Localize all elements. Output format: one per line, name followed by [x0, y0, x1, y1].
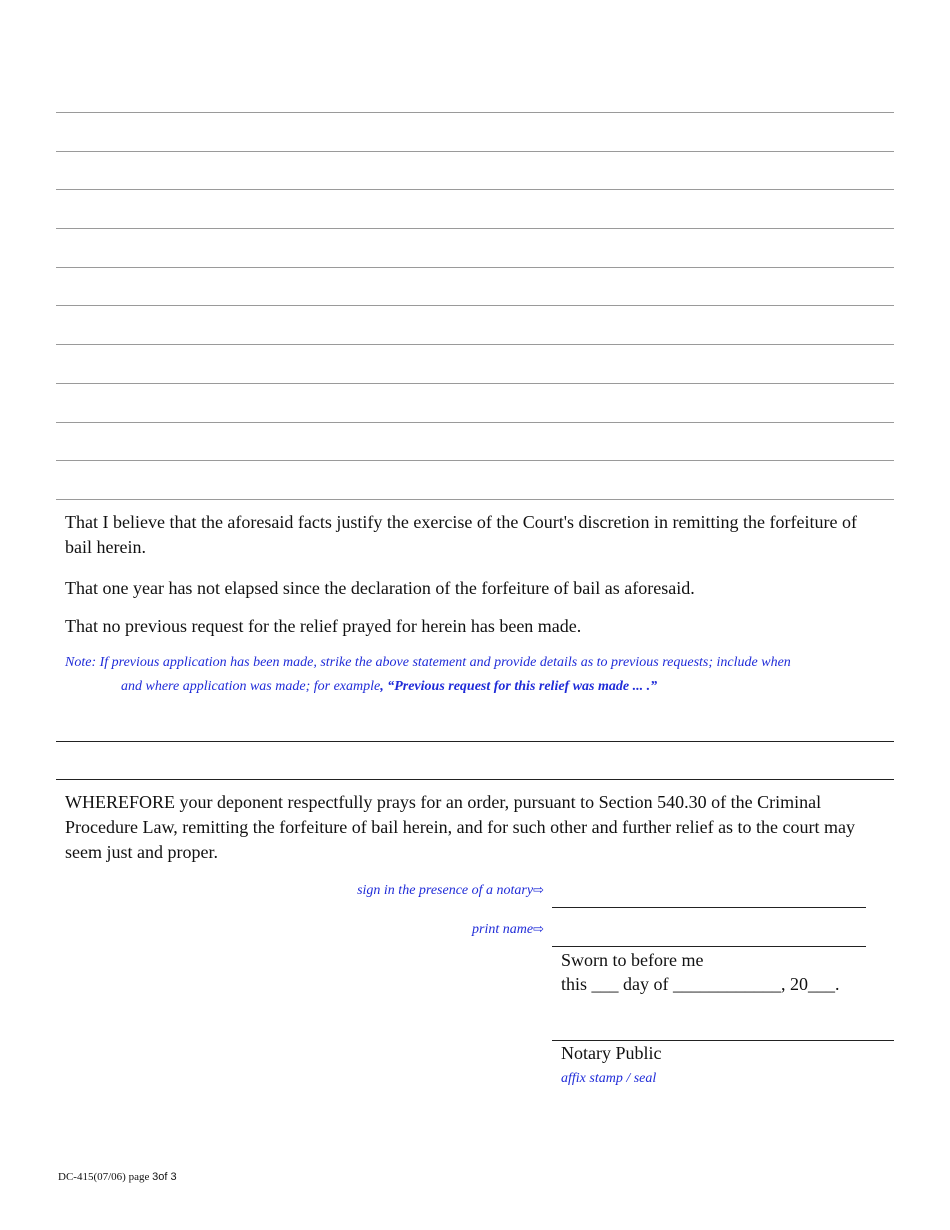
note-example: , “Previous request for this relief was made ... .”	[380, 679, 658, 694]
note-line-2	[65, 675, 885, 699]
print-name-label-text: print name	[472, 922, 534, 937]
sign-label-text: sign in the presence of a notary	[357, 883, 534, 898]
statement-justify: That I believe that the aforesaid facts justify the exercise of the Court's discretion in remitting the forfeiture of bail herein.	[65, 512, 857, 557]
section-divider	[56, 741, 894, 742]
writing-line[interactable]	[56, 499, 894, 500]
writing-line[interactable]	[56, 460, 894, 461]
writing-line[interactable]	[56, 228, 894, 229]
print-name-label	[472, 922, 544, 938]
page-number: 3of 3	[152, 1171, 177, 1183]
form-id: DC-415(07/06) page	[58, 1171, 150, 1183]
sworn-text: Sworn to before me	[561, 950, 704, 970]
stamp-seal-label: affix stamp / seal	[561, 1071, 657, 1086]
signature-line[interactable]	[552, 907, 866, 908]
note-line-1: Note: If previous application has been made, strike the above statement and provide details as to previous requests; include when	[65, 655, 791, 670]
writing-line[interactable]	[56, 383, 894, 384]
print-name-line[interactable]	[552, 946, 866, 947]
notary-public-label: Notary Public	[561, 1043, 662, 1063]
writing-line[interactable]	[56, 112, 894, 113]
writing-line[interactable]	[56, 305, 894, 306]
arrow-right-icon: ⇨	[533, 922, 544, 937]
statement-one-year: That one year has not elapsed since the declaration of the forfeiture of bail as aforesaid.	[65, 578, 695, 598]
jurat-date-line[interactable]: this ___ day of ____________, 20___.	[561, 974, 840, 994]
note-line-2-text: and where application was made; for example	[121, 679, 381, 694]
writing-line[interactable]	[56, 267, 894, 268]
previous-application-note	[65, 651, 885, 699]
writing-line[interactable]	[56, 189, 894, 190]
wherefore-clause: WHEREFORE your deponent respectfully prays for an order, pursuant to Section 540.30 of the Criminal Procedure Law, remitting the forfeiture of bail herein, and for such other and further relief as to the court may seem just and proper.	[65, 792, 856, 862]
arrow-right-icon: ⇨	[533, 883, 544, 898]
writing-line[interactable]	[56, 151, 894, 152]
sign-label	[357, 883, 544, 899]
form-footer	[58, 1171, 177, 1183]
statement-no-previous: That no previous request for the relief prayed for herein has been made.	[65, 616, 582, 636]
writing-line[interactable]	[56, 344, 894, 345]
section-divider	[56, 779, 894, 780]
writing-line[interactable]	[56, 422, 894, 423]
